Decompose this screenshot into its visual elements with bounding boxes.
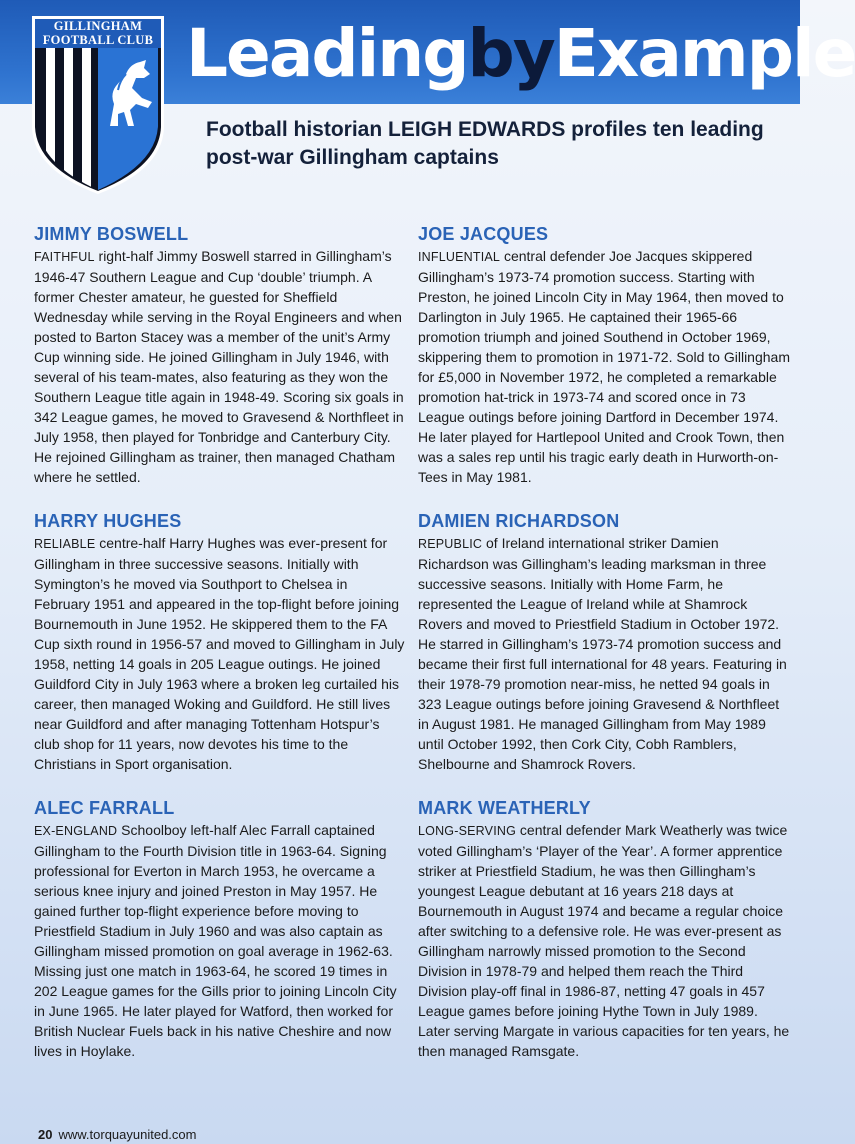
profile-alec-farrall — [34, 796, 406, 1061]
crest-label — [30, 19, 166, 47]
profile-text — [418, 820, 790, 1061]
profile-name: JIMMY BOSWELL — [34, 224, 189, 244]
profile-name: DAMIEN RICHARDSON — [418, 511, 620, 531]
profile-body: central defender Joe Jacques skippered Gillingham’s 1973-74 promotion success. Starting with Preston, he joined Lincoln City in May 1964, then moved to Darlington in July 1965. He captained their 1965-66 promotion triumph and joined Southend in October 1969, skippering them to promotion in 1971-72. Sold to Gillingham for £5,000 in November 1972, he completed a remarkable promotion hat-trick in 1973-74 and scored once in 73 League outings before joining Dartford in December 1974. He later played for Hartlepool United and Crook Town, then was a sales rep until his tragic early death in Hurworth-on-Tees in May 1981. — [418, 248, 790, 485]
profile-body: of Ireland international striker Damien Richardson was Gillingham’s leading marksman in three successive seasons. Initially with Home Farm, he represented the League of Ireland while at Shamrock Rovers and moved to Priestfield Stadium in October 1972. He starred in Gillingham’s 1973-74 promotion success and became their first full international for 48 years. Featuring in their 1978-79 promotion near-miss, he netted 94 goals in 323 League outings before joining Gravesend & Northfleet in August 1981. He managed Gillingham from May 1989 until October 1992, then Cork City, Cobh Ramblers, Shelbourne and Shamrock Rovers. — [418, 535, 787, 772]
profile-lead-word: FAITHFUL — [34, 250, 95, 264]
profile-text — [34, 820, 406, 1061]
profile-name: HARRY HUGHES — [34, 511, 182, 531]
profile-text — [34, 246, 406, 487]
right-column — [418, 222, 790, 1061]
page-title — [186, 6, 855, 102]
title-word-by: by — [467, 15, 554, 92]
profile-lead-word: RELIABLE — [34, 537, 96, 551]
profile-name: ALEC FARRALL — [34, 798, 175, 818]
crest-club-line2: FOOTBALL CLUB — [42, 33, 154, 47]
left-column — [34, 222, 406, 1061]
profile-joe-jacques — [418, 222, 790, 487]
spacer — [418, 774, 790, 796]
profile-name: JOE JACQUES — [418, 224, 549, 244]
profile-body: centre-half Harry Hughes was ever-present for Gillingham in three successive seasons. Initially with Symington’s he moved via Southport to Chelsea in February 1951 and appeared in the top-flight before joining Bournemouth in June 1952. He skippered them to the FA Cup sixth round in 1956-57 and moved to Gillingham in July 1958, netting 14 goals in 205 League outings. He joined Guildford City in July 1963 where a broken leg curtailed his career, then managed Woking and Guildford. He still lives near Guildford and after managing Tottenham Hotspur’s club shop for 11 years, now devotes his time to the Christians in Sport organisation. — [34, 535, 405, 772]
spacer — [34, 487, 406, 509]
profile-damien-richardson — [418, 509, 790, 774]
website-text: www.torquayunited.com — [58, 1127, 197, 1142]
title-word-example: Example — [553, 15, 855, 92]
page-number: 20 — [38, 1127, 53, 1142]
profile-lead-word: INFLUENTIAL — [418, 250, 501, 264]
title-word-leading: Leading — [186, 15, 468, 92]
profile-text — [418, 533, 790, 774]
profile-mark-weatherly — [418, 796, 790, 1061]
profile-body: central defender Mark Weatherly was twice voted Gillingham’s ‘Player of the Year’. A former apprentice striker at Priestfield Stadium, he was then Gillingham’s youngest League debutant at 16 years 218 days at Bournemouth in August 1974 and became a regular choice after switching to a defensive role. He was ever-present as Gillingham narrowly missed promotion to the Second Division in 1978-79 and helped them reach the Third Division play-off final in 1986-87, netting 47 goals in 457 League games before joining Hythe Town in July 1989. Later serving Margate in various capacities for ten years, he then managed Ramsgate. — [418, 822, 790, 1059]
spacer — [34, 774, 406, 796]
page-footer — [38, 1127, 196, 1143]
profile-lead-word: LONG-SERVING — [418, 824, 517, 838]
spacer — [418, 487, 790, 509]
profile-lead-word: REPUBLIC — [418, 537, 483, 551]
profile-name: MARK WEATHERLY — [418, 798, 591, 818]
profile-harry-hughes — [34, 509, 406, 774]
club-crest — [30, 14, 166, 194]
profile-body: Schoolboy left-half Alec Farrall captained Gillingham to the Fourth Division title in 1963-64. Signing professional for Everton in March 1953, he overcame a serious knee injury and joined Preston in May 1957. He gained further top-flight experience before moving to Priestfield Stadium in July 1960 and was also captain as Gillingham missed promotion on goal average in 1962-63. Missing just one match in 1963-64, he scored 19 times in 202 League games for the Gills prior to joining Lincoln City in June 1965. He later played for Watford, then worked for British Nuclear Fuels back in his native Cheshire and now lives in Hoylake. — [34, 822, 397, 1059]
subtitle: Football historian LEIGH EDWARDS profiles ten leading post-war Gillingham captains — [206, 118, 764, 169]
profile-jimmy-boswell — [34, 222, 406, 487]
profile-body: right-half Jimmy Boswell starred in Gillingham’s 1946-47 Southern League and Cup ‘double’ triumph. A former Chester amateur, he guested for Sheffield Wednesday while serving in the Royal Engineers and when posted to Barton Stacey was a member of the unit’s Army Cup winning side. He joined Gillingham in July 1946, with several of his team-mates, also featuring as they won the Southern League title again in 1948-49. Scoring six goals in 342 League games, he moved to Gravesend & Northfleet in July 1958, then played for Tonbridge and Canterbury City. He rejoined Gillingham as trainer, then managed Chatham where he settled. — [34, 248, 404, 485]
profile-lead-word: EX-ENGLAND — [34, 824, 118, 838]
crest-club-line1: GILLINGHAM — [53, 19, 143, 33]
profile-text — [418, 246, 790, 487]
profile-text — [34, 533, 406, 774]
